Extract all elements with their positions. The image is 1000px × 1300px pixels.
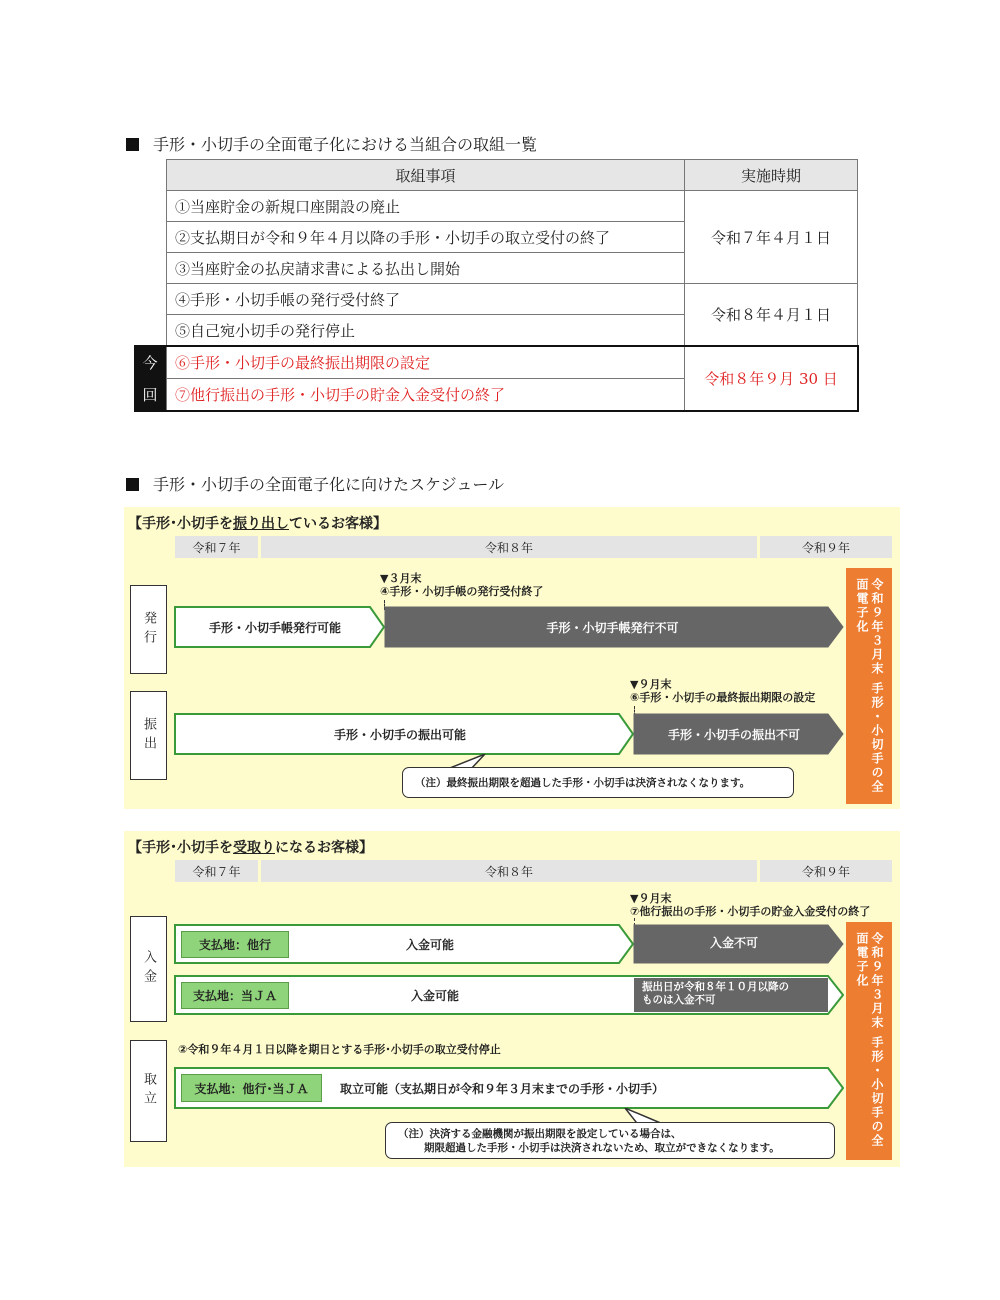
- date-cell: 令和８年４月１日: [684, 283, 858, 346]
- table-row: ②支払期日が令和９年４月以降の手形・小切手の取立受付の終了: [166, 221, 685, 253]
- draw-ok-label: 手形・小切手の振出可能: [333, 727, 466, 742]
- note-issuer: （注）最終振出期限を超過した手形・小切手は決済されなくなります。: [402, 767, 794, 798]
- panel1-title: 【手形･小切手を振り出しているお客様】: [128, 516, 387, 532]
- year-r8: 令和８年: [261, 860, 757, 882]
- final-digitalization-box-2: 令和９年３月末 手形・小切手の全面電子化: [846, 922, 892, 1160]
- final-digitalization-box-1: 令和９年３月末 手形・小切手の全面電子化: [846, 568, 892, 804]
- year-r9: 令和９年: [760, 536, 892, 558]
- table-row: ④手形・小切手帳の発行受付終了: [166, 283, 685, 315]
- current-label-top: 今: [134, 346, 166, 379]
- section2-title: 手形・小切手の全面電子化に向けたスケジュール: [126, 472, 504, 495]
- row-label-issue: 発行: [130, 585, 167, 674]
- year-r7: 令和７年: [175, 536, 258, 558]
- current-highlight-frame: [134, 345, 859, 412]
- marker-march: ▼３月末 ④手形・小切手帳の発行受付終了: [380, 572, 544, 598]
- table-row: ①当座貯金の新規口座開設の廃止: [166, 190, 685, 222]
- square-bullet-icon: [126, 478, 139, 491]
- table-row-highlight: ⑥手形・小切手の最終振出期限の設定: [166, 346, 685, 379]
- marker-september: ▼９月末 ⑥手形・小切手の最終振出期限の設定: [630, 678, 816, 704]
- date-cell-highlight: 令和８年９月 30 日: [684, 346, 858, 411]
- row-label-collect: 取立: [130, 1040, 167, 1142]
- panel2-title: 【手形･小切手を受取りになるお客様】: [128, 840, 373, 856]
- deposit-own-ng: 振出日が令和８年１０月以降の ものは入金不可: [642, 981, 789, 1006]
- note-receiver: （注）決済する金融機関が振出期限を設定している場合は、 期限超過した手形・小切手は決済されないため、取立ができなくなります。: [385, 1122, 835, 1159]
- marker-september-deposit: ▼９月末 ⑦他行振出の手形・小切手の貯金入金受付の終了: [630, 892, 871, 918]
- deposit-other-ok: 入金可能: [405, 937, 454, 952]
- draw-ng-label: 手形・小切手の振出不可: [667, 727, 800, 742]
- header-item: 取組事項: [166, 159, 685, 191]
- collect-ok: 取立可能（支払期日が令和９年３月末までの手形・小切手）: [340, 1081, 665, 1096]
- tag-other-bank: 支払地：他行: [181, 931, 289, 958]
- table-row: ⑤自己宛小切手の発行停止: [166, 314, 685, 346]
- square-bullet-icon: [126, 138, 139, 151]
- section1-title: 手形・小切手の全面電子化における当組合の取組一覧: [126, 132, 537, 155]
- table-row: ③当座貯金の払戻請求書による払出し開始: [166, 252, 685, 284]
- year-r7: 令和７年: [175, 860, 258, 882]
- date-cell: 令和７年４月１日: [684, 190, 858, 284]
- issue-ok-label: 手形・小切手帳発行可能: [208, 620, 341, 635]
- tag-other-own: 支払地：他行･当ＪＡ: [181, 1074, 322, 1102]
- row-label-draw: 振出: [130, 691, 167, 780]
- year-r8: 令和８年: [261, 536, 757, 558]
- row-label-deposit: 入金: [130, 916, 167, 1022]
- tag-own-ja: 支払地：当ＪＡ: [181, 982, 289, 1009]
- header-date: 実施時期: [684, 159, 858, 191]
- deposit-own-ok: 入金可能: [410, 988, 459, 1003]
- year-r9: 令和９年: [760, 860, 892, 882]
- current-label-bottom: 回: [134, 378, 166, 411]
- table-row-highlight: ⑦他行振出の手形・小切手の貯金入金受付の終了: [166, 378, 685, 411]
- deposit-other-ng: 入金不可: [709, 935, 758, 950]
- marker-collect: ②令和９年４月１日以降を期日とする手形･小切手の取立受付停止: [178, 1043, 501, 1056]
- issue-ng-label: 手形・小切手帳発行不可: [546, 620, 679, 635]
